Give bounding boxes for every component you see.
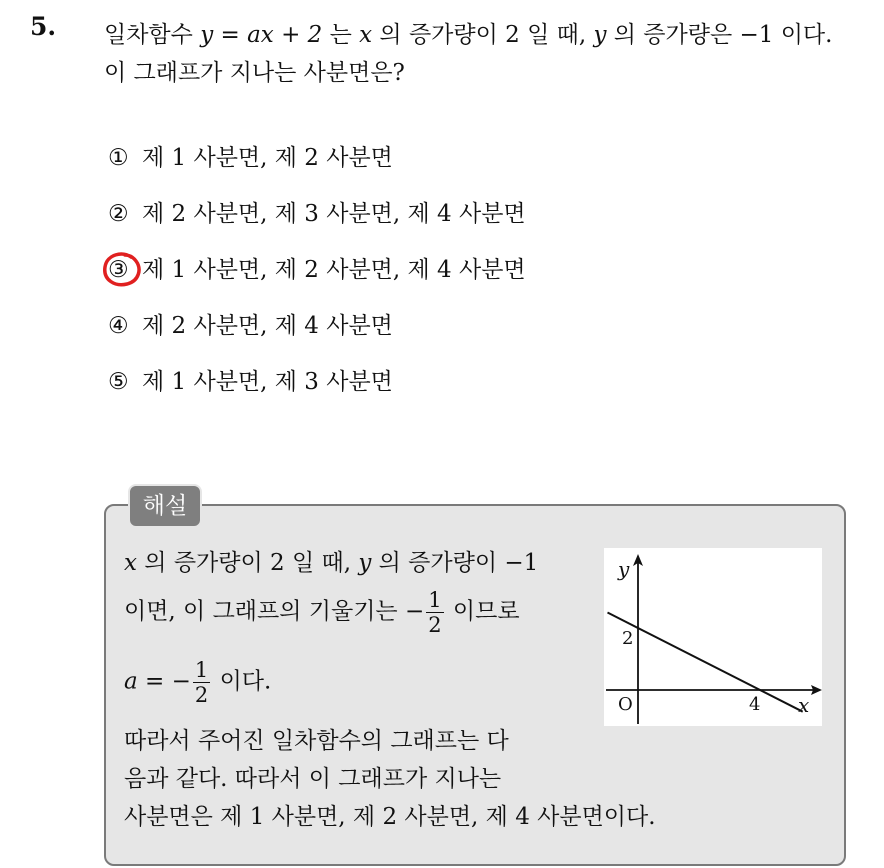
explanation-line-3 (124, 658, 271, 707)
choice-text: 제 1 사분면, 제 2 사분면 (142, 145, 393, 171)
explanation-var-y: y (358, 550, 372, 576)
choice-1[interactable] (108, 142, 393, 174)
fraction-denominator: 2 (194, 683, 209, 707)
question-text-part: 는 (322, 22, 360, 48)
explanation-line-6: 사분면은 제 1 사분면, 제 2 사분면, 제 4 사분면이다. (124, 804, 656, 830)
explanation-tab-label: 해설 (128, 484, 202, 528)
fraction-denominator: 2 (428, 613, 442, 637)
question-text-part: 의 증가량이 2 일 때, (372, 22, 594, 48)
question-text-part: 일차함수 (104, 22, 201, 48)
fraction-numerator: 1 (428, 588, 442, 612)
choice-text: 제 2 사분면, 제 4 사분면 (142, 313, 393, 339)
question-text (104, 16, 874, 92)
explanation-text: 의 증가량이 2 일 때, (136, 550, 359, 576)
choice-mark: ② (108, 201, 129, 227)
explanation-text: 의 증가량이 −1 (371, 550, 539, 576)
origin-label: O (618, 694, 633, 715)
choice-text: 제 2 사분면, 제 3 사분면, 제 4 사분면 (142, 201, 526, 227)
function-line (608, 613, 803, 712)
explanation-equation: a = − (124, 668, 191, 695)
choice-3[interactable] (108, 254, 526, 286)
y-intercept-label: 2 (622, 628, 634, 649)
explanation-line-5: 음과 같다. 따라서 이 그래프가 지나는 (124, 766, 502, 792)
choice-4[interactable] (108, 310, 393, 342)
y-axis-label: y (618, 557, 630, 581)
fraction-one-half (193, 658, 210, 707)
question-var-x: x (359, 22, 373, 48)
explanation-line-4: 따라서 주어진 일차함수의 그래프는 다 (124, 728, 509, 754)
question-number: 5. (30, 12, 57, 41)
x-axis-label: x (798, 693, 810, 717)
choice-text: 제 1 사분면, 제 2 사분면, 제 4 사분면 (142, 257, 526, 283)
answer-circle-icon (101, 251, 145, 289)
choice-mark: ① (108, 145, 129, 171)
explanation-text: 이므로 (445, 598, 520, 625)
explanation-var-x: x (124, 550, 137, 576)
choice-5[interactable] (108, 366, 393, 398)
choice-mark: ③ (108, 257, 129, 283)
linear-function-graph (604, 548, 822, 726)
explanation-text: 이다. (212, 668, 272, 695)
explanation-line-2 (124, 588, 520, 637)
choice-text: 제 1 사분면, 제 3 사분면 (142, 369, 393, 395)
choice-mark: ⑤ (108, 369, 129, 395)
x-intercept-label: 4 (749, 694, 761, 715)
question-equation: y = ax + 2 (200, 22, 323, 48)
explanation-line-1 (124, 544, 538, 577)
question-line-2: 이 그래프가 지나는 사분면은? (104, 60, 405, 86)
question-text-part: 의 증가량은 −1 이다. (606, 22, 833, 48)
question-var-y: y (593, 22, 607, 48)
choice-2[interactable] (108, 198, 526, 230)
explanation-text: 이면, 이 그래프의 기울기는 − (124, 598, 425, 625)
fraction-one-half (426, 588, 443, 637)
fraction-numerator: 1 (194, 658, 209, 682)
choice-mark: ④ (108, 313, 129, 339)
